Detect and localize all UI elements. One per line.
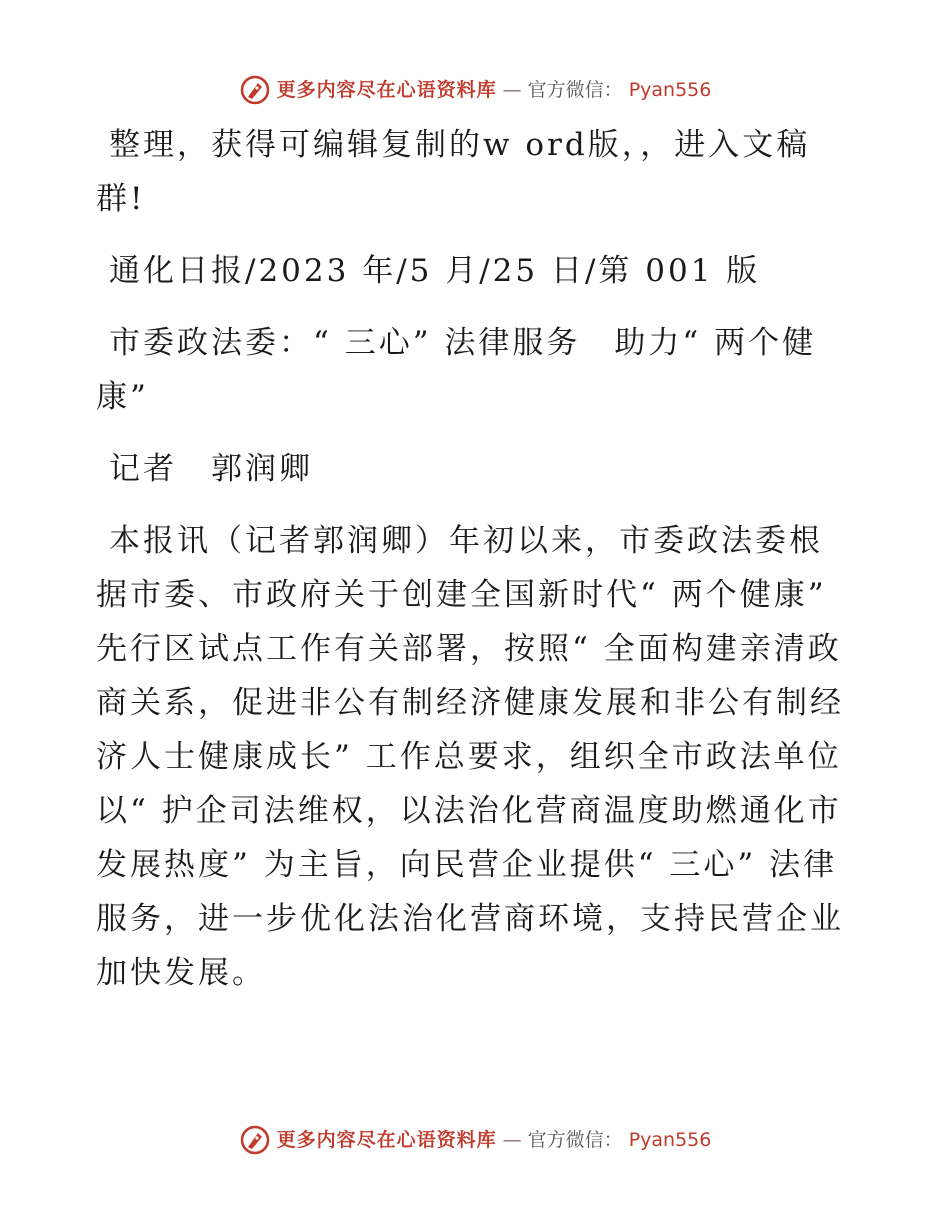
pen-nib-icon [239, 74, 271, 106]
header-watermark [0, 74, 950, 106]
article-headline: 市委政法委：“ 三心” 法律服务 助力“ 两个健康” [96, 325, 817, 415]
watermark-handle: Pyan556 [628, 1129, 712, 1151]
watermark-handle: Pyan556 [628, 79, 712, 101]
footer-watermark [0, 1124, 950, 1156]
watermark-text: 更多内容尽在心语资料库 [276, 79, 497, 101]
watermark-contact-label: 官方微信： [527, 79, 623, 101]
intro-paragraph: 整理，获得可编辑复制的w ord版，，进入文稿群! [96, 127, 811, 217]
watermark-contact-label: 官方微信： [527, 1129, 623, 1151]
article-byline: 记者 郭润卿 [109, 451, 313, 487]
source-line: 通化日报/2023 年/5 月/25 日/第 001 版 [109, 253, 761, 289]
watermark-dash: — [502, 1129, 522, 1151]
document-body [96, 118, 856, 1018]
pen-nib-icon [239, 1124, 271, 1156]
watermark-text: 更多内容尽在心语资料库 [276, 1129, 497, 1151]
article-body: 本报讯（记者郭润卿）年初以来，市委政法委根据市委、市政府关于创建全国新时代“ 两个健康” 先行区试点工作有关部署，按照“ 全面构建亲清政商关系，促进非公有制经济健康发展和非公有制经济人士健康成长” 工作总要求，组织全市政法单位以“ 护企司法维权，以法治化营商温度助燃通化市发展热度” 为主旨，向民营企业提供“ 三心” 法律服务，进一步优化法治化营商环境，支持民营企业加快发展。 [96, 523, 844, 991]
watermark-dash: — [502, 79, 522, 101]
